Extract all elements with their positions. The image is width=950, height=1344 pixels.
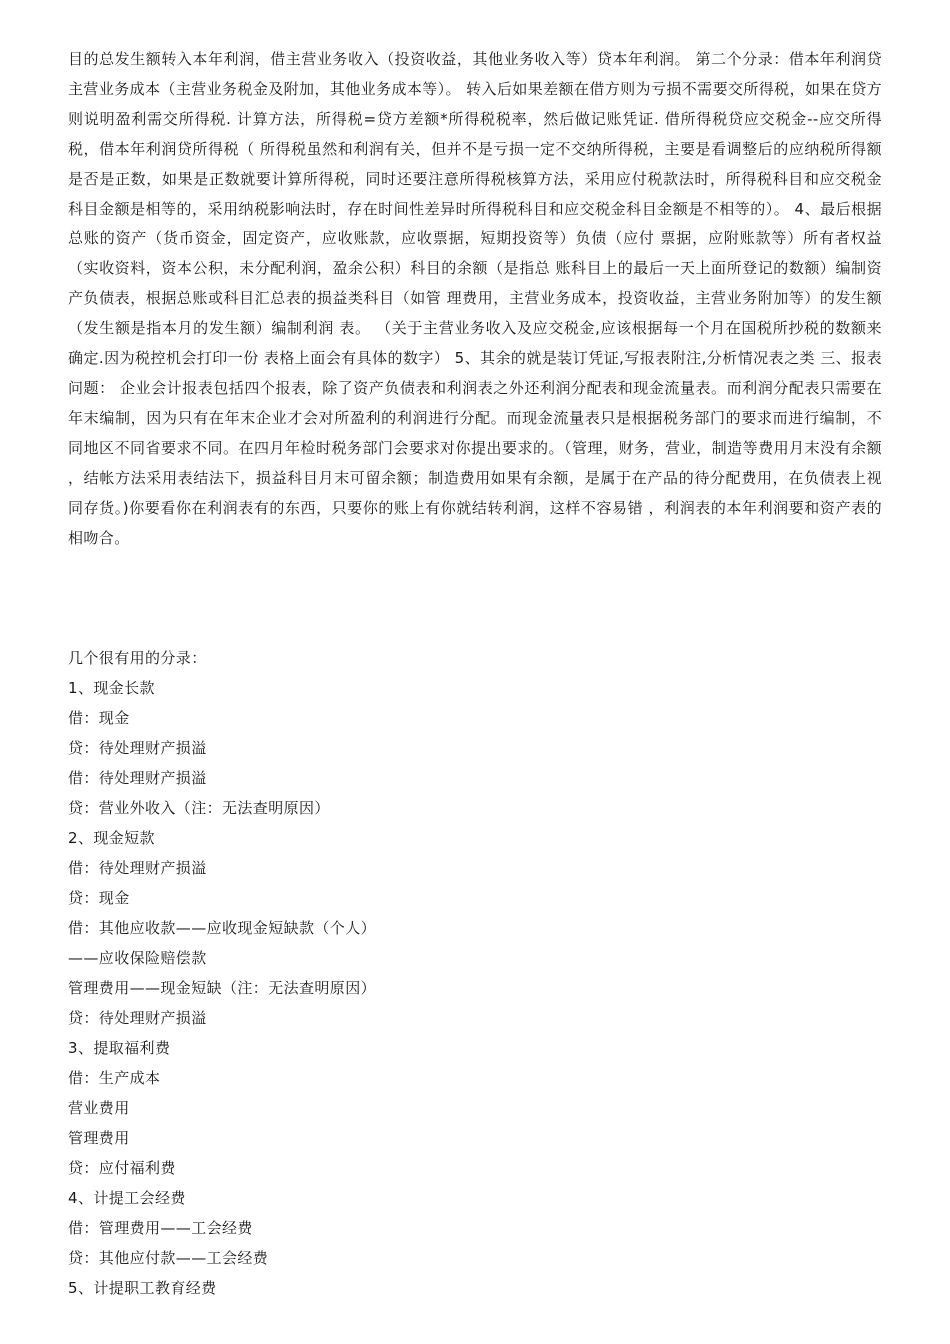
entry-line: 借：生产成本 <box>68 1069 161 1087</box>
entry-line: 5、计提职工教育经费 <box>68 1279 217 1297</box>
entry-line: 贷：待处理财产损溢 <box>68 739 207 757</box>
entry-line: 3、提取福利费 <box>68 1039 171 1057</box>
entry-line: ——应收保险赔偿款 <box>68 949 207 967</box>
entry-line: 借：其他应收款——应收现金短缺款（个人） <box>68 919 377 937</box>
entry-line: 营业费用 <box>68 1099 130 1117</box>
entry-line: 贷：待处理财产损溢 <box>68 1009 207 1027</box>
entry-line: 贷：应付福利费 <box>68 1159 176 1177</box>
entry-line: 管理费用——现金短缺（注：无法查明原因） <box>68 979 377 997</box>
entry-line: 借：待处理财产损溢 <box>68 769 207 787</box>
body-paragraph: 目的总发生额转入本年利润，借主营业务收入（投资收益，其他业务收入等）贷本年利润。 第二个分录：借本年利润贷主营业务成本（主营业务税金及附加，其他业务成本等）。 转入后如果差额在借方则为亏损不需要交所得税，如果在贷方则说明盈利需交所得税. 计算方法，所得税=贷方差额*所得税税率，然后做记账凭证. 借所得税贷应交税金--应交所得税，借本年利润贷所得税（ 所得税虽然和利润有关，但并不是亏损一定不交纳所得税，主要是看调整后的应纳税所得额是否是正数，如果是正数就要计算所得税，同时还要注意所得税核算方法，采用应付税款法时，所得税科目和应交税金科目金额是相等的，采用纳税影响法时，存在时间性差异时所得税科目和应交税金科目金额是不相等的）。 4、最后根据总账的资产（货币资金，固定资产，应收账款，应收票据，短期投资等）负债（应付 票据，应附账款等）所有者权益（实收资料，资本公积，未分配利润，盈余公积）科目的余额（是指总 账科目上的最后一天上面所登记的数额）编制资产负债表，根据总账或科目汇总表的损益类科目（如管 理费用，主营业务成本，投资收益，主营业务附加等）的发生额（发生额是指本月的发生额）编制利润 表。 （关于主营业务收入及应交税金,应该根据每一个月在国税所抄税的数额来确定.因为税控机会打印一份 表格上面会有具体的数字） 5、其余的就是装订凭证,写报表附注,分析情况表之类 三、报表问题： 企业会计报表包括四个报表，除了资产负债表和利润表之外还利润分配表和现金流量表。而利润分配表只需要在年末编制，因为只有在年末企业才会对所盈利的利润进行分配。而现金流量表只是根据税务部门的要求而进行编制，不同地区不同省要求不同。在四月年检时税务部门会要求对你提出要求的。（管理，财务，营业，制造等费用月末没有余额 ，结帐方法采用表结法下，损益科目月末可留余额；制造费用如果有余额，是属于在产品的待分配费用，在负债表上视同存货。)你要看你在利润表有的东西，只要你的账上有你就结转利润，这样不容易错 ，利润表的本年利润要和资产表的相吻合。 <box>68 50 882 547</box>
entry-line: 借：管理费用——工会经费 <box>68 1219 253 1237</box>
entry-line: 2、现金短款 <box>68 829 155 847</box>
entry-line: 借：现金 <box>68 709 130 727</box>
journal-entries-list <box>68 643 888 1303</box>
entry-line: 4、计提工会经费 <box>68 1189 186 1207</box>
entry-line: 借：待处理财产损溢 <box>68 859 207 877</box>
entry-line: 管理费用 <box>68 1129 130 1147</box>
entry-line: 贷：现金 <box>68 889 130 907</box>
entry-line: 贷：营业外收入（注：无法查明原因） <box>68 799 330 817</box>
entries-heading: 几个很有用的分录： <box>68 649 207 667</box>
entry-line: 1、现金长款 <box>68 679 155 697</box>
entry-line: 贷：其他应付款——工会经费 <box>68 1249 269 1267</box>
